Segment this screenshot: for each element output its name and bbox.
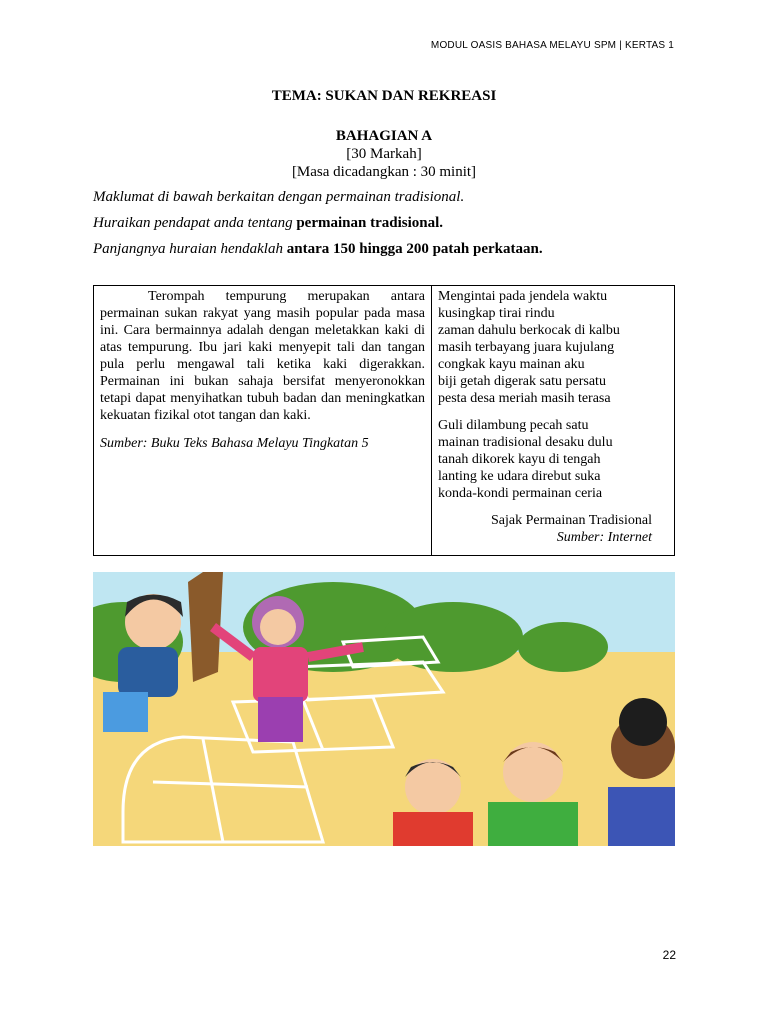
- poem-stanza-1: [438, 288, 668, 407]
- poem-line: biji getah digerak satu persatu: [438, 374, 606, 389]
- section-title: BAHAGIAN A: [335, 128, 433, 144]
- instructions: [93, 188, 683, 266]
- theme-title: TEMA: SUKAN DAN REKREASI: [271, 88, 497, 104]
- passage-text: Terompah tempurung merupakan antara permainan sukan rakyat yang masih popular pada masa ini. Cara bermainnya adalah dengan meletakkan kaki di atas tempurung. Ibu jari kaki menyepit tali dan tangan pula perlu mengawal tali ketika kaki digerakkan. Permainan ini bukan sahaja bersifat menyeronokkan tetapi dapat menyihatkan tubuh badan dan meningkatkan kekuatan fizikal otot tangan dan kaki.: [100, 289, 425, 423]
- poem-line: congkak kayu mainan aku: [438, 357, 585, 372]
- poem-line: zaman dahulu berkocak di kalbu: [438, 323, 620, 338]
- page-number: 22: [662, 948, 676, 962]
- hopscotch-illustration: [93, 572, 675, 846]
- poem-line: lanting ke udara direbut suka: [438, 469, 601, 484]
- poem-line: kusingkap tirai rindu: [438, 306, 555, 321]
- poem-stanza-2: [438, 417, 668, 502]
- instruction-line-3: Panjangnya huraian hendaklah antara 150 hingga 200 patah perkataan.: [93, 241, 543, 257]
- ground: [93, 652, 675, 846]
- running-header: MODUL OASIS BAHASA MELAYU SPM | KERTAS 1: [430, 40, 674, 51]
- illustration-svg: [93, 572, 675, 846]
- instruction-line-2: Huraikan pendapat anda tentang permainan tradisional.: [93, 215, 444, 231]
- poem-line: mainan tradisional desaku dulu: [438, 435, 613, 450]
- passage-cell: [94, 286, 432, 556]
- poem-line: konda-kondi permainan ceria: [438, 486, 603, 501]
- poem-cell: [432, 286, 675, 556]
- poem-line: tanah dikorek kayu di tengah: [438, 452, 601, 467]
- poem-line: masih terbayang juara kujulang: [438, 340, 615, 355]
- instruction-line-1: Maklumat di bawah berkaitan dengan permainan tradisional.: [93, 189, 465, 205]
- poem-source: Sumber: Internet: [556, 530, 652, 545]
- title-block: [0, 88, 768, 181]
- poem-title: Sajak Permainan Tradisional: [491, 513, 652, 528]
- info-table: [93, 285, 675, 556]
- poem-line: Guli dilambung pecah satu: [438, 418, 589, 433]
- marks-label: [30 Markah]: [346, 146, 422, 162]
- poem-line: Mengintai pada jendela waktu: [438, 289, 608, 304]
- time-label: [Masa dicadangkan : 30 minit]: [291, 164, 477, 180]
- poem-line: pesta desa meriah masih terasa: [438, 391, 611, 406]
- passage-source: Sumber: Buku Teks Bahasa Melayu Tingkatan 5: [100, 436, 369, 451]
